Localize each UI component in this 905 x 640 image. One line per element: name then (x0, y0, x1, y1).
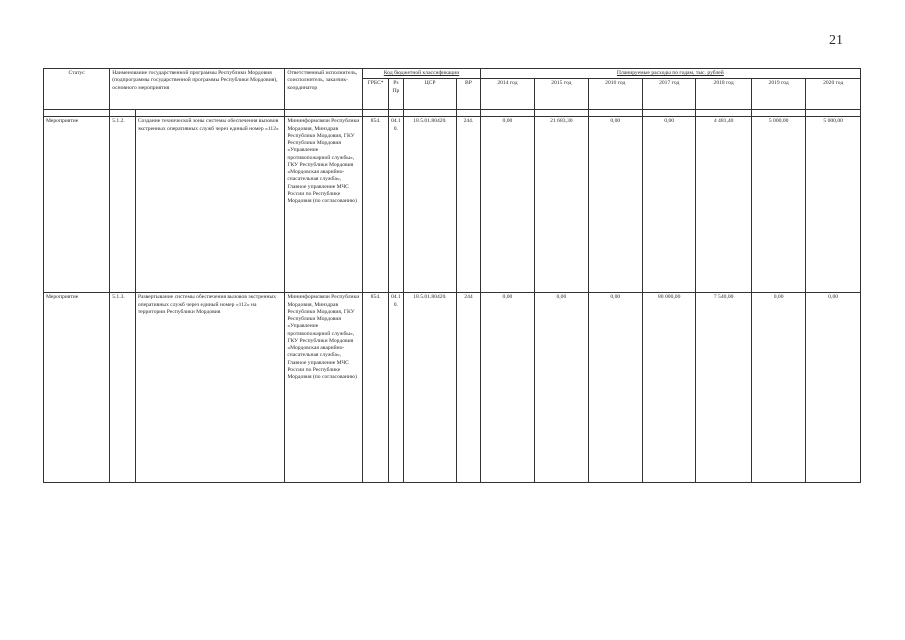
header-pr: Пр (392, 87, 400, 94)
row-vr: 244 (457, 293, 480, 483)
header-year: 2014 год (480, 79, 534, 110)
row-value: 80 000,00 (643, 293, 696, 483)
row-value: 0,00 (643, 117, 696, 293)
header-status: Статус (44, 69, 110, 110)
table-row (44, 117, 861, 293)
spacer-row (44, 110, 861, 117)
header-program-name: Наименование государственной программы Республики Мордовия (подпрограммы государственной программы Республики Мордовия), основного мероприятия (110, 69, 285, 110)
row-rzpr: 04.10. (388, 117, 403, 293)
header-year: 2018 год (696, 79, 752, 110)
header-vr: ВР (457, 79, 480, 110)
row-value: 4 481,40 (696, 117, 752, 293)
header-expenses-group: Планируемые расходы по годам, тыс. рублей (480, 69, 860, 79)
header-rz-pr (388, 79, 403, 110)
header-budget-code-group: Код бюджетной классификации (363, 69, 480, 79)
header-csr: ЦСР (403, 79, 456, 110)
header-year: 2019 год (751, 79, 805, 110)
row-name: Создание технической зоны системы обеспечения вызовов экстренных оперативных служб через единый номер «112» (135, 117, 285, 293)
page-number: 21 (829, 33, 843, 48)
header-executor: Ответственный исполнитель, соисполнитель, заказчик-координатор (285, 69, 363, 110)
row-value: 0,00 (588, 117, 642, 293)
row-rzpr: 04.10. (388, 293, 403, 483)
row-status: Мероприятие (44, 293, 110, 483)
table-row (44, 293, 861, 483)
row-grbs: 854. (363, 117, 389, 293)
header-year: 2017 год (643, 79, 696, 110)
header-rz: Рз (393, 80, 399, 87)
row-value: 0,00 (480, 117, 534, 293)
row-executor: Мининформсвязи Республики Мордовия, Минздрав Республики Мордовия, ГКУ Республики Мордовия «Управление противопожарной службы», ГКУ Республики Мордовия «Мордовская аварийно-спасательная служба», Главное управление МЧС России по Республике Мордовия (по согласованию) (285, 293, 363, 483)
row-value: 0,00 (751, 293, 805, 483)
header-year: 2015 год (535, 79, 588, 110)
row-value: 7 540,00 (696, 293, 752, 483)
row-executor: Мининформсвязи Республики Мордовия, Минздрав Республики Мордовия, ГКУ Республики Мордовия «Управление противопожарной службы», ГКУ Республики Мордовия «Мордовская аварийно-спасательная служба», Главное управление МЧС России по Республике Мордовия (по согласованию) (285, 117, 363, 293)
row-csr: 18.5.01.80420. (403, 117, 456, 293)
row-vr: 244. (457, 117, 480, 293)
row-name: Развертывание системы обеспечения вызовов экстренных оперативных служб через единый номер «112» на территории Республики Мордовия (135, 293, 285, 483)
row-value: 21 683,30 (535, 117, 588, 293)
row-value: 5 000,00 (751, 117, 805, 293)
row-value: 0,00 (480, 293, 534, 483)
header-year: 2020 год (806, 79, 861, 110)
row-value: 0,00 (588, 293, 642, 483)
row-value: 5 000,00 (806, 117, 861, 293)
row-value: 0,00 (535, 293, 588, 483)
header-year: 2016 год (588, 79, 642, 110)
row-number: 5.1.3. (110, 293, 136, 483)
row-number: 5.1.2. (110, 117, 136, 293)
budget-table (43, 68, 861, 483)
row-csr: 18.5.01.80420. (403, 293, 456, 483)
header-grbs: ГРБС* (363, 79, 389, 110)
row-status: Мероприятие (44, 117, 110, 293)
row-value: 0,00 (806, 293, 861, 483)
row-grbs: 854. (363, 293, 389, 483)
